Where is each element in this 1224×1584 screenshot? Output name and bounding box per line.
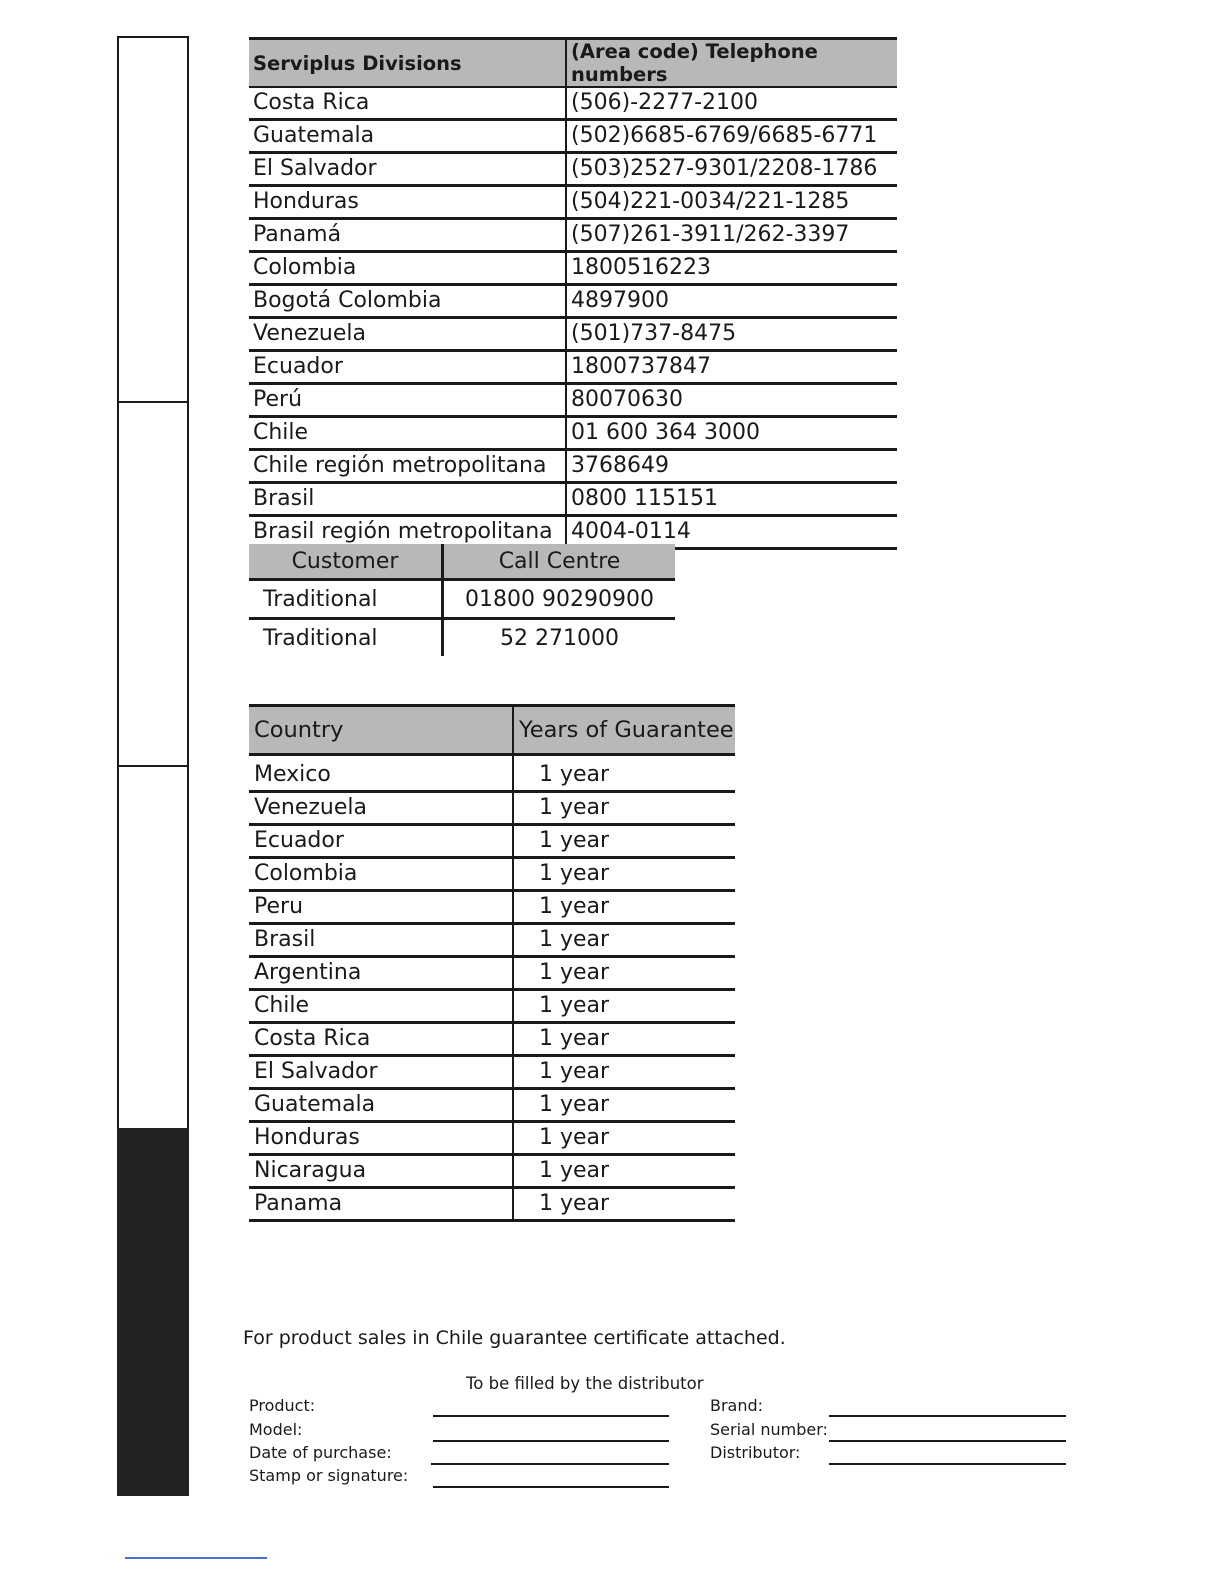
country-column-header: Country <box>249 706 513 755</box>
side-tab-4-active <box>117 1128 189 1496</box>
years-column-header: Years of Guarantee <box>513 706 735 755</box>
country-cell: Brasil <box>249 924 513 957</box>
model-label: Model: <box>249 1420 303 1439</box>
distributor-label: Distributor: <box>710 1443 801 1462</box>
table-row <box>249 1155 735 1188</box>
years-cell: 1 year <box>513 792 735 825</box>
table-header-row <box>249 39 897 88</box>
customer-cell: Traditional <box>249 619 443 657</box>
division-cell: Guatemala <box>249 120 566 153</box>
division-cell: Venezuela <box>249 318 566 351</box>
stamp-signature-field[interactable] <box>433 1486 669 1488</box>
country-cell: Honduras <box>249 1122 513 1155</box>
table-row <box>249 87 897 120</box>
division-cell: El Salvador <box>249 153 566 186</box>
table-row <box>249 1023 735 1056</box>
table-row <box>249 483 897 516</box>
date-of-purchase-label: Date of purchase: <box>249 1443 392 1462</box>
call-centre-number-cell: 52 271000 <box>500 625 619 651</box>
call-centre-column-header: Call Centre <box>443 544 676 580</box>
division-cell: Honduras <box>249 186 566 219</box>
table-row <box>249 318 897 351</box>
country-cell: Panama <box>249 1188 513 1221</box>
call-centre-number-cell: 01800 90290900 <box>443 580 676 619</box>
years-cell: 1 year <box>513 1056 735 1089</box>
years-cell: 1 year <box>513 1122 735 1155</box>
phone-cell: 1800516223 <box>566 252 897 285</box>
table-row <box>249 1056 735 1089</box>
table-row <box>249 1122 735 1155</box>
brand-field[interactable] <box>829 1415 1066 1417</box>
table-row <box>249 760 735 792</box>
phone-cell: 4004-0114 <box>566 516 897 549</box>
serviplus-divisions-table <box>249 37 897 550</box>
country-cell: Costa Rica <box>249 1023 513 1056</box>
phone-cell: (506)-2277-2100 <box>566 87 897 120</box>
division-cell: Colombia <box>249 252 566 285</box>
division-cell: Chile región metropolitana <box>249 450 566 483</box>
table-row <box>249 417 897 450</box>
phone-cell: (504)221-0034/221-1285 <box>566 186 897 219</box>
product-label: Product: <box>249 1396 316 1415</box>
table-row <box>249 285 897 318</box>
years-cell: 1 year <box>513 825 735 858</box>
phone-cell: 01 600 364 3000 <box>566 417 897 450</box>
table-row <box>249 990 735 1023</box>
country-cell: Ecuador <box>249 825 513 858</box>
footer-divider <box>125 1557 267 1559</box>
country-cell: Argentina <box>249 957 513 990</box>
division-cell: Panamá <box>249 219 566 252</box>
serial-number-field[interactable] <box>829 1440 1066 1442</box>
guarantee-table <box>249 704 735 1222</box>
table-row <box>249 924 735 957</box>
side-tab-1 <box>117 36 189 402</box>
country-cell: Nicaragua <box>249 1155 513 1188</box>
years-cell: 1 year <box>513 1089 735 1122</box>
years-cell: 1 year <box>513 990 735 1023</box>
division-cell: Bogotá Colombia <box>249 285 566 318</box>
table-row <box>249 186 897 219</box>
customer-cell: Traditional <box>249 580 443 619</box>
division-column-header: Serviplus Divisions <box>249 39 566 88</box>
table-row <box>249 619 675 657</box>
table-row <box>249 891 735 924</box>
years-cell: 1 year <box>513 858 735 891</box>
division-cell: Perú <box>249 384 566 417</box>
country-cell: Peru <box>249 891 513 924</box>
years-cell: 1 year <box>513 1188 735 1221</box>
country-cell: Mexico <box>249 760 513 792</box>
phone-column-header: (Area code) Telephone numbers <box>566 39 897 88</box>
serial-number-label: Serial number: <box>710 1420 828 1439</box>
division-cell: Brasil <box>249 483 566 516</box>
years-cell: 1 year <box>513 924 735 957</box>
phone-cell: (503)2527-9301/2208-1786 <box>566 153 897 186</box>
table-row <box>249 252 897 285</box>
table-row <box>249 858 735 891</box>
phone-cell: (502)6685-6769/6685-6771 <box>566 120 897 153</box>
phone-cell: 0800 115151 <box>566 483 897 516</box>
table-row <box>249 384 897 417</box>
division-cell: Chile <box>249 417 566 450</box>
phone-cell: 4897900 <box>566 285 897 318</box>
table-row <box>249 450 897 483</box>
table-row <box>249 825 735 858</box>
table-header-row <box>249 544 675 580</box>
stamp-signature-label: Stamp or signature: <box>249 1466 409 1485</box>
division-cell: Brasil región metropolitana <box>249 516 566 549</box>
years-cell: 1 year <box>513 1155 735 1188</box>
phone-cell: 3768649 <box>566 450 897 483</box>
country-cell: Colombia <box>249 858 513 891</box>
table-row <box>249 957 735 990</box>
years-cell: 1 year <box>513 1023 735 1056</box>
date-of-purchase-field[interactable] <box>431 1463 669 1465</box>
country-cell: El Salvador <box>249 1056 513 1089</box>
table-row <box>249 1089 735 1122</box>
table-row <box>249 1188 735 1221</box>
call-centre-table <box>249 544 675 656</box>
country-cell: Venezuela <box>249 792 513 825</box>
chile-guarantee-note: For product sales in Chile guarantee certificate attached. <box>243 1327 786 1349</box>
table-row <box>249 219 897 252</box>
table-row <box>249 153 897 186</box>
table-row <box>249 792 735 825</box>
table-header-row <box>249 706 735 755</box>
distributor-field[interactable] <box>829 1463 1066 1465</box>
table-row <box>249 351 897 384</box>
model-field[interactable] <box>433 1440 669 1442</box>
table-row <box>249 120 897 153</box>
country-cell: Guatemala <box>249 1089 513 1122</box>
table-row <box>249 580 675 619</box>
country-cell: Chile <box>249 990 513 1023</box>
years-cell: 1 year <box>513 957 735 990</box>
product-field[interactable] <box>433 1415 669 1417</box>
phone-cell: 1800737847 <box>566 351 897 384</box>
phone-cell: (501)737-8475 <box>566 318 897 351</box>
customer-column-header: Customer <box>249 544 443 580</box>
side-tab-3 <box>117 765 189 1131</box>
distributor-form-title: To be filled by the distributor <box>466 1374 704 1393</box>
phone-cell: 80070630 <box>566 384 897 417</box>
phone-cell: (507)261-3911/262-3397 <box>566 219 897 252</box>
years-cell: 1 year <box>513 760 735 792</box>
years-cell: 1 year <box>513 891 735 924</box>
division-cell: Ecuador <box>249 351 566 384</box>
brand-label: Brand: <box>710 1396 764 1415</box>
division-cell: Costa Rica <box>249 87 566 120</box>
side-tab-2 <box>117 401 189 767</box>
